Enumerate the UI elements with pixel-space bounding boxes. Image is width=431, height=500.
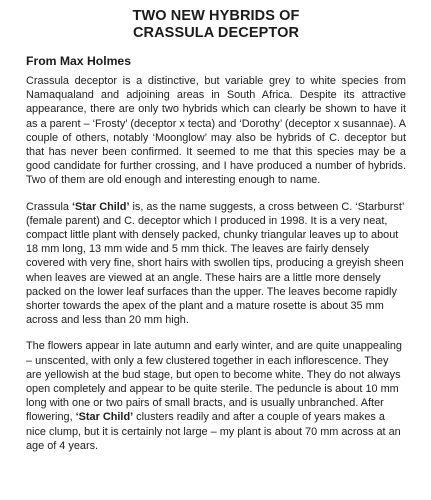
article-title [26, 8, 406, 42]
cultivar-name-star-child: ‘Star Child’ [72, 200, 130, 213]
paragraph-intro: Crassula deceptor is a distinctive, but variable grey to white species from Namaqualand and adjoining areas in South Africa. Despite its attractive appearance, there are only two hybrids which can clearly be shown to have it as a parent – ‘Frosty’ (deceptor x tecta) and ‘Dorothy’ (deceptor x susannae). A couple of others, notably ‘Moonglow’ may also be hybrids of C. deceptor but that has never been confirmed. It seemed to me that this species may be a good candidate for further crossing, and I have produced a number of hybrids. Two of them are old enough and interesting enough to name. [26, 75, 406, 187]
paragraph-2-rest: is, as the name suggests, a cross between C. ‘Starburst’ (female parent) and C. deceptor which I produced in 1998. It is a very neat, compact little plant with densely packed, chunky triangular leaves up to about 18 mm long, 13 mm wide and 5 mm thick. The leaves are fairly densely covered with very fine, short hairs with swollen tips, producing a greyish sheen when leaves are viewed at an angle. These hairs are a little more densely packed on the lower leaf surfaces than the upper. The leaves become rapidly shorter towards the apex of the plant and a mature rosette is about 35 mm across and less than 20 mm high. [26, 200, 404, 327]
author-byline: From Max Holmes [26, 54, 131, 68]
paragraph-flowers [26, 339, 406, 453]
paragraph-2-lead: Crassula [26, 200, 72, 213]
cultivar-name-star-child-2: ‘Star Child’ [75, 411, 134, 424]
article-title-line-1: TWO NEW HYBRIDS OF [132, 8, 300, 24]
paragraph-3-rest: clusters readily and after a couple of years makes a nice clump, but it is certainly not large – my plant is about 70 mm across at an age of 4 years. [26, 411, 401, 452]
paragraph-star-child-description [26, 200, 406, 328]
paragraph-3-lead: The flowers appear in late autumn and early winter, and are quite unappealing – unscented, with only a few clustered together in each inflorescence. They are yellowish at the bud stage, but open to become white. They do not always open completely and appear to be quite sterile. The peduncle is about 10 mm long with one or two pairs of small bracts, and is usually unbranched. After flowering, [26, 340, 402, 424]
article-title-line-2: CRASSULA DECEPTOR [132, 25, 300, 41]
